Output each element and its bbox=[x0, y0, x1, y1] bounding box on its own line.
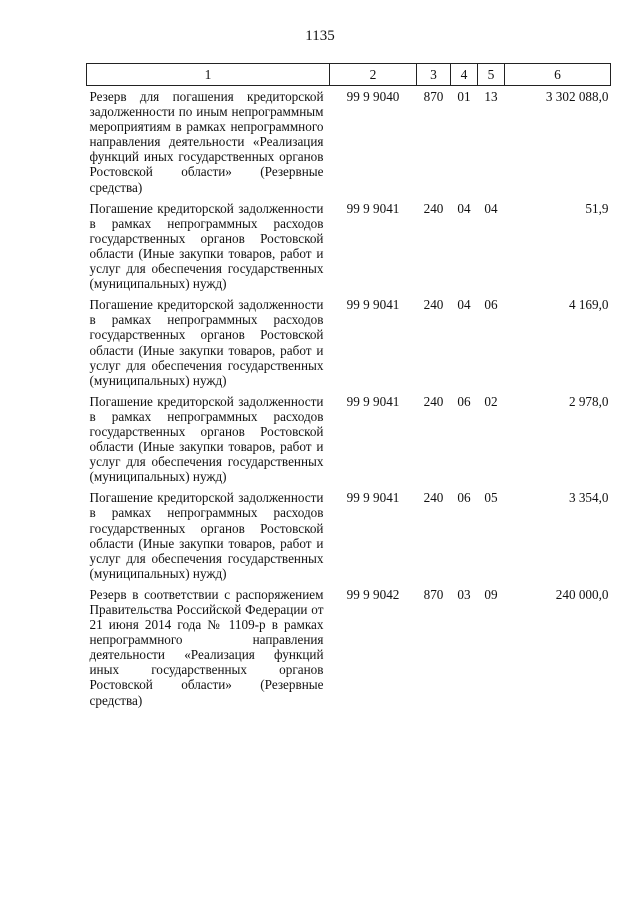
row-section: 04 bbox=[457, 297, 471, 313]
row-expense-type: 870 bbox=[423, 586, 444, 602]
row-expense-type: 240 bbox=[423, 393, 444, 409]
page-number: 1135 bbox=[305, 28, 335, 44]
row-expense-type: 240 bbox=[423, 200, 444, 216]
row-description: Погашение кредиторской задолженности в рамках непрограммных расходов государственных органов Ростовской области (Иные закупки товаров, работ и услуг для обеспечения государственных (муниципальных) нужд) bbox=[89, 297, 324, 388]
table-row bbox=[87, 86, 611, 198]
table-row bbox=[87, 294, 611, 391]
row-subsection: 05 bbox=[484, 490, 498, 506]
row-target-code: 99 9 9040 bbox=[346, 89, 400, 104]
row-section: 06 bbox=[457, 490, 471, 506]
table-row bbox=[87, 487, 611, 584]
row-target-code: 99 9 9041 bbox=[346, 490, 400, 506]
row-expense-type: 870 bbox=[423, 89, 444, 104]
row-subsection: 06 bbox=[484, 297, 498, 313]
row-amount: 51,9 bbox=[585, 200, 609, 216]
header-expense-type: 3 bbox=[417, 64, 451, 86]
budget-table bbox=[86, 63, 611, 711]
row-subsection: 02 bbox=[484, 393, 498, 409]
row-expense-type: 240 bbox=[423, 297, 444, 313]
row-section: 03 bbox=[457, 586, 471, 602]
row-expense-type: 240 bbox=[423, 490, 444, 506]
row-amount: 4 169,0 bbox=[568, 297, 609, 313]
row-subsection: 09 bbox=[484, 586, 498, 602]
table-row bbox=[87, 391, 611, 488]
row-amount: 3 302 088,0 bbox=[545, 89, 609, 104]
header-amount: 6 bbox=[505, 64, 611, 86]
row-target-code: 99 9 9042 bbox=[346, 586, 400, 602]
table-row bbox=[87, 198, 611, 295]
header-section: 4 bbox=[451, 64, 478, 86]
header-subsection: 5 bbox=[478, 64, 505, 86]
row-target-code: 99 9 9041 bbox=[346, 393, 400, 409]
row-amount: 3 354,0 bbox=[568, 490, 609, 506]
row-section: 01 bbox=[457, 89, 471, 104]
row-amount: 2 978,0 bbox=[568, 393, 609, 409]
row-section: 06 bbox=[457, 393, 471, 409]
row-description: Погашение кредиторской задолженности в рамках непрограммных расходов государственных органов Ростовской области (Иные закупки товаров, работ и услуг для обеспечения государственных (муниципальных) нужд) bbox=[89, 490, 324, 581]
row-subsection: 13 bbox=[484, 89, 498, 104]
row-subsection: 04 bbox=[484, 200, 498, 216]
row-section: 04 bbox=[457, 200, 471, 216]
row-target-code: 99 9 9041 bbox=[346, 297, 400, 313]
row-target-code: 99 9 9041 bbox=[346, 200, 400, 216]
header-description: 1 bbox=[87, 64, 330, 86]
table-row bbox=[87, 584, 611, 711]
row-description: Резерв для погашения кредиторской задолженности по иным непрограммным мероприятиям в рамках непрограммного направления деятельности «Реализация функций иных государственных органов Ростовской области» (Резервные средства) bbox=[89, 89, 324, 195]
table-header-row bbox=[87, 64, 611, 86]
row-amount: 240 000,0 bbox=[555, 586, 609, 602]
row-description: Резерв в соответствии с распоряжением Правительства Российской Федерации от 21 июня 2014 года № 1109-р в рамках непрограммного направления деятельности «Реализация функций иных государственных органов Ростовской области» (Резервные средства) bbox=[89, 586, 324, 708]
header-target-code: 2 bbox=[330, 64, 417, 86]
row-description: Погашение кредиторской задолженности в рамках непрограммных расходов государственных органов Ростовской области (Иные закупки товаров, работ и услуг для обеспечения государственных (муниципальных) нужд) bbox=[89, 200, 324, 292]
row-description: Погашение кредиторской задолженности в рамках непрограммных расходов государственных органов Ростовской области (Иные закупки товаров, работ и услуг для обеспечения государственных (муниципальных) нужд) bbox=[89, 393, 324, 485]
